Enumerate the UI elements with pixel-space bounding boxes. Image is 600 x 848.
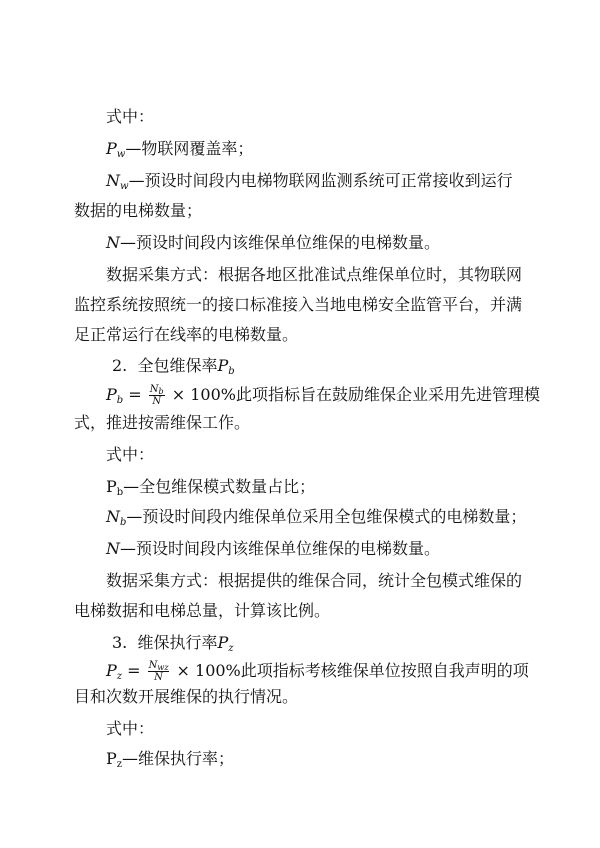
- symbol-pb: $P_b$: [106, 477, 124, 498]
- formula-pz-fraction: $\frac{N_{wz}}{N}$: [148, 660, 169, 683]
- symbol-n-2: N: [106, 539, 120, 558]
- collection-method-1-line3: 足正常运行在线率的电梯数量。: [74, 325, 299, 344]
- symbol-nw: $N_w$: [106, 171, 129, 192]
- definition-pz: $P_z—$维保执行率；: [106, 749, 235, 770]
- formula-pb-desc-cont: 式，推进按需维保工作。: [74, 413, 251, 432]
- formula-pb-lhs: $P_b$: [106, 385, 124, 406]
- collection-method-2: 数据采集方式：根据提供的维保合同，统计全包模式维保的: [106, 571, 523, 590]
- formula-pb: $P_b$ = $\frac{N_b}{N}$ × 100%此项指标旨在鼓励维保企业采用先进管理模: [106, 384, 540, 407]
- definition-pb: $P_b—$全包维保模式数量占比；: [106, 477, 316, 498]
- section-heading-2: 2. 全包维保率$P_b$: [112, 356, 235, 377]
- symbol-pz-heading: $P_z$: [217, 633, 234, 654]
- definition-nw-cont: 数据的电梯数量；: [74, 201, 203, 220]
- collection-method-1: 数据采集方式：根据各地区批准试点维保单位时，其物联网: [106, 265, 523, 284]
- symbol-n: N: [106, 233, 120, 252]
- formula-pb-fraction: $\frac{N_b}{N}$: [149, 384, 164, 407]
- where-label-3: 式中：: [106, 719, 155, 738]
- formula-pz: $P_z$ = $\frac{N_{wz}}{N}$ × 100%此项指标考核维保单位按照自我声明的项: [106, 660, 529, 683]
- symbol-nb: $N_b$: [106, 507, 127, 528]
- collection-method-2-line2: 电梯数据和电梯总量，计算该比例。: [74, 601, 331, 620]
- symbol-pb-heading: $P_b$: [217, 356, 235, 377]
- definition-n-1: N—预设时间段内该维保单位维保的电梯数量。: [106, 233, 441, 252]
- formula-pz-lhs: $P_z$: [106, 661, 123, 682]
- formula-pz-desc-cont: 目和次数开展维保的执行情况。: [74, 687, 299, 706]
- symbol-pz: $P_z$: [106, 749, 123, 770]
- where-label-2: 式中：: [106, 445, 155, 464]
- definition-pw: $P_w—$物联网覆盖率；: [106, 139, 254, 160]
- collection-method-1-line2: 监控系统按照统一的接口标准接入当地电梯安全监管平台，并满: [74, 295, 523, 314]
- where-label-1: 式中：: [106, 107, 155, 126]
- definition-nw: $N_w—$预设时间段内电梯物联网监测系统可正常接收到运行: [106, 171, 513, 192]
- symbol-pw: $P_w$: [106, 139, 126, 160]
- definition-nb: $N_b—$预设时间段内维保单位采用全包维保模式的电梯数量；: [106, 507, 527, 528]
- section-heading-3: 3. 维保执行率$P_z$: [112, 633, 234, 654]
- definition-n-2: N—预设时间段内该维保单位维保的电梯数量。: [106, 539, 441, 558]
